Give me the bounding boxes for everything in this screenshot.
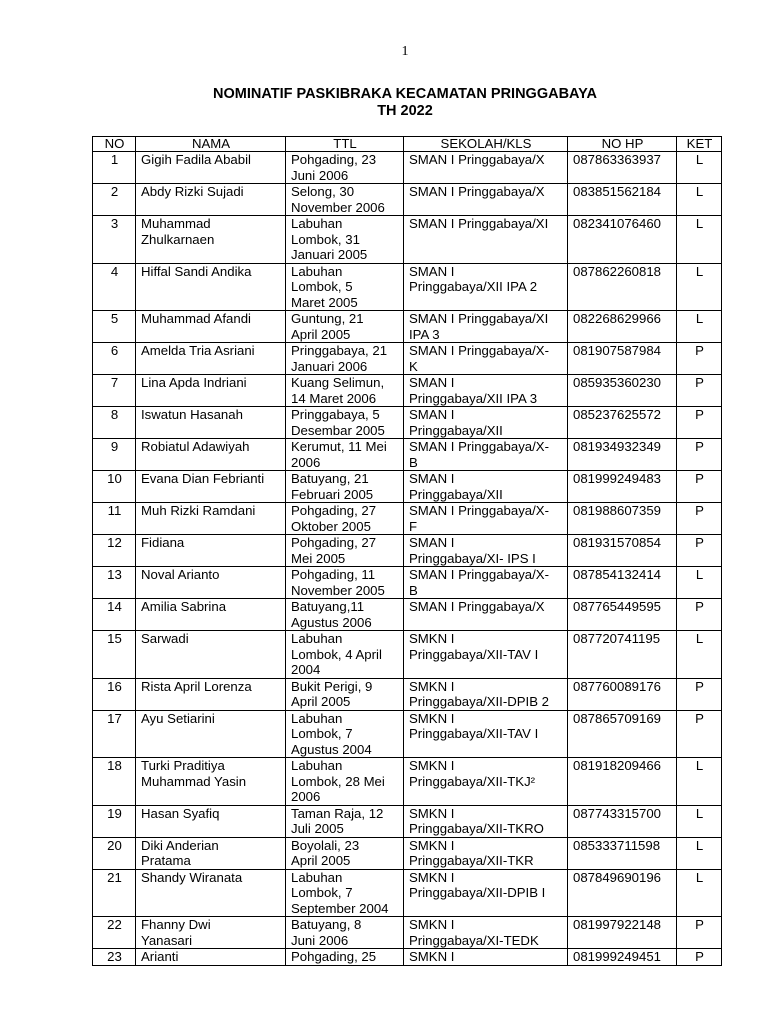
table-row bbox=[93, 471, 722, 503]
cell-ttl: Labuhan Lombok, 4 April 2004 bbox=[286, 631, 404, 679]
cell-nama: Muhammad Zhulkarnaen bbox=[136, 216, 286, 264]
cell-no: 19 bbox=[93, 805, 136, 837]
cell-hp: 087743315700 bbox=[568, 805, 677, 837]
header-nama: NAMA bbox=[136, 137, 286, 152]
cell-ttl: Batuyang,11 Agustus 2006 bbox=[286, 599, 404, 631]
cell-nama: Ayu Setiarini bbox=[136, 710, 286, 758]
cell-ttl: Guntung, 21 April 2005 bbox=[286, 311, 404, 343]
table-row bbox=[93, 869, 722, 917]
header-hp: NO HP bbox=[568, 137, 677, 152]
cell-ket: L bbox=[677, 311, 722, 343]
cell-hp: 087865709169 bbox=[568, 710, 677, 758]
cell-nama: Robiatul Adawiyah bbox=[136, 439, 286, 471]
cell-ttl: Taman Raja, 12 Juli 2005 bbox=[286, 805, 404, 837]
cell-hp: 081934932349 bbox=[568, 439, 677, 471]
cell-no: 9 bbox=[93, 439, 136, 471]
cell-nama: Amilia Sabrina bbox=[136, 599, 286, 631]
cell-hp: 087854132414 bbox=[568, 567, 677, 599]
table-row bbox=[93, 678, 722, 710]
cell-nama: Rista April Lorenza bbox=[136, 678, 286, 710]
cell-ttl: Labuhan Lombok, 7 September 2004 bbox=[286, 869, 404, 917]
table-row bbox=[93, 375, 722, 407]
cell-ttl: Labuhan Lombok, 31 Januari 2005 bbox=[286, 216, 404, 264]
cell-no: 6 bbox=[93, 343, 136, 375]
cell-ket: P bbox=[677, 471, 722, 503]
cell-nama: Muh Rizki Ramdani bbox=[136, 503, 286, 535]
cell-sekolah: SMAN I Pringgabaya/X bbox=[404, 184, 568, 216]
cell-nama: Diki Anderian Pratama bbox=[136, 837, 286, 869]
cell-nama: Lina Apda Indriani bbox=[136, 375, 286, 407]
cell-no: 15 bbox=[93, 631, 136, 679]
cell-nama: Turki Praditiya Muhammad Yasin bbox=[136, 758, 286, 806]
nominee-table bbox=[92, 136, 722, 966]
cell-no: 5 bbox=[93, 311, 136, 343]
table-row bbox=[93, 407, 722, 439]
cell-hp: 085237625572 bbox=[568, 407, 677, 439]
cell-ket: P bbox=[677, 375, 722, 407]
cell-ttl: Bukit Perigi, 9 April 2005 bbox=[286, 678, 404, 710]
table-row bbox=[93, 599, 722, 631]
cell-ket: L bbox=[677, 758, 722, 806]
cell-ket: P bbox=[677, 949, 722, 966]
cell-hp: 087862260818 bbox=[568, 263, 677, 311]
cell-ket: L bbox=[677, 152, 722, 184]
cell-hp: 087863363937 bbox=[568, 152, 677, 184]
cell-ttl: Boyolali, 23 April 2005 bbox=[286, 837, 404, 869]
cell-sekolah: SMKN I Pringgabaya/XII-DPIB I bbox=[404, 869, 568, 917]
cell-ket: P bbox=[677, 343, 722, 375]
cell-hp: 081988607359 bbox=[568, 503, 677, 535]
cell-ttl: Selong, 30 November 2006 bbox=[286, 184, 404, 216]
cell-ket: P bbox=[677, 678, 722, 710]
cell-sekolah: SMAN I Pringgabaya/XI bbox=[404, 216, 568, 264]
cell-nama: Evana Dian Febrianti bbox=[136, 471, 286, 503]
table-row bbox=[93, 805, 722, 837]
cell-ket: P bbox=[677, 917, 722, 949]
cell-no: 23 bbox=[93, 949, 136, 966]
cell-ket: P bbox=[677, 535, 722, 567]
cell-ttl: Batuyang, 8 Juni 2006 bbox=[286, 917, 404, 949]
cell-ket: L bbox=[677, 631, 722, 679]
table-row bbox=[93, 758, 722, 806]
cell-ket: L bbox=[677, 837, 722, 869]
cell-sekolah: SMKN I Pringgabaya/XII-TKJ² bbox=[404, 758, 568, 806]
cell-hp: 081997922148 bbox=[568, 917, 677, 949]
cell-nama: Shandy Wiranata bbox=[136, 869, 286, 917]
cell-ttl: Kuang Selimun, 14 Maret 2006 bbox=[286, 375, 404, 407]
cell-ttl: Pohgading, 23 Juni 2006 bbox=[286, 152, 404, 184]
cell-nama: Hiffal Sandi Andika bbox=[136, 263, 286, 311]
cell-sekolah: SMAN I Pringgabaya/XI- IPS I bbox=[404, 535, 568, 567]
cell-nama: Gigih Fadila Ababil bbox=[136, 152, 286, 184]
cell-sekolah: SMAN I Pringgabaya/XII bbox=[404, 407, 568, 439]
cell-hp: 085333711598 bbox=[568, 837, 677, 869]
cell-hp: 081907587984 bbox=[568, 343, 677, 375]
cell-ket: L bbox=[677, 869, 722, 917]
header-no: NO bbox=[93, 137, 136, 152]
cell-ttl: Pringgabaya, 5 Desembar 2005 bbox=[286, 407, 404, 439]
cell-ttl: Labuhan Lombok, 5 Maret 2005 bbox=[286, 263, 404, 311]
cell-hp: 087849690196 bbox=[568, 869, 677, 917]
cell-sekolah: SMKN I Pringgabaya/XII-DPIB 2 bbox=[404, 678, 568, 710]
cell-ttl: Labuhan Lombok, 28 Mei 2006 bbox=[286, 758, 404, 806]
cell-no: 22 bbox=[93, 917, 136, 949]
cell-hp: 082268629966 bbox=[568, 311, 677, 343]
table-row bbox=[93, 439, 722, 471]
cell-no: 21 bbox=[93, 869, 136, 917]
header-ttl: TTL bbox=[286, 137, 404, 152]
cell-hp: 082341076460 bbox=[568, 216, 677, 264]
cell-sekolah: SMAN I Pringgabaya/X- B bbox=[404, 439, 568, 471]
cell-nama: Arianti bbox=[136, 949, 286, 966]
cell-sekolah: SMAN I Pringgabaya/X- F bbox=[404, 503, 568, 535]
table-header-row bbox=[93, 137, 722, 152]
table-row bbox=[93, 535, 722, 567]
cell-hp: 087760089176 bbox=[568, 678, 677, 710]
table-row bbox=[93, 837, 722, 869]
cell-sekolah: SMKN I Pringgabaya/XII-TAV I bbox=[404, 710, 568, 758]
cell-hp: 081931570854 bbox=[568, 535, 677, 567]
cell-sekolah: SMAN I Pringgabaya/XII bbox=[404, 471, 568, 503]
table-body bbox=[93, 152, 722, 966]
cell-ket: P bbox=[677, 599, 722, 631]
cell-hp: 081999249451 bbox=[568, 949, 677, 966]
cell-ttl: Labuhan Lombok, 7 Agustus 2004 bbox=[286, 710, 404, 758]
cell-ttl: Pohgading, 27 Oktober 2005 bbox=[286, 503, 404, 535]
cell-no: 13 bbox=[93, 567, 136, 599]
cell-ttl: Pohgading, 27 Mei 2005 bbox=[286, 535, 404, 567]
table-row bbox=[93, 263, 722, 311]
document-title bbox=[0, 86, 768, 120]
cell-no: 4 bbox=[93, 263, 136, 311]
cell-no: 12 bbox=[93, 535, 136, 567]
cell-ket: P bbox=[677, 439, 722, 471]
table-row bbox=[93, 311, 722, 343]
table-row bbox=[93, 710, 722, 758]
cell-nama: Fhanny Dwi Yanasari bbox=[136, 917, 286, 949]
page-number: 1 bbox=[401, 44, 409, 59]
cell-nama: Sarwadi bbox=[136, 631, 286, 679]
cell-no: 1 bbox=[93, 152, 136, 184]
cell-ttl: Pohgading, 11 November 2005 bbox=[286, 567, 404, 599]
cell-hp: 083851562184 bbox=[568, 184, 677, 216]
cell-no: 2 bbox=[93, 184, 136, 216]
table-row bbox=[93, 184, 722, 216]
cell-nama: Fidiana bbox=[136, 535, 286, 567]
cell-hp: 085935360230 bbox=[568, 375, 677, 407]
table-row bbox=[93, 216, 722, 264]
cell-ttl: Kerumut, 11 Mei 2006 bbox=[286, 439, 404, 471]
cell-no: 7 bbox=[93, 375, 136, 407]
cell-hp: 087720741195 bbox=[568, 631, 677, 679]
cell-nama: Abdy Rizki Sujadi bbox=[136, 184, 286, 216]
cell-ket: P bbox=[677, 407, 722, 439]
table-row bbox=[93, 631, 722, 679]
cell-nama: Hasan Syafiq bbox=[136, 805, 286, 837]
cell-nama: Noval Arianto bbox=[136, 567, 286, 599]
cell-no: 8 bbox=[93, 407, 136, 439]
cell-nama: Iswatun Hasanah bbox=[136, 407, 286, 439]
cell-ttl: Batuyang, 21 Februari 2005 bbox=[286, 471, 404, 503]
cell-ttl: Pohgading, 25 bbox=[286, 949, 404, 966]
cell-ttl: Pringgabaya, 21 Januari 2006 bbox=[286, 343, 404, 375]
cell-ket: L bbox=[677, 567, 722, 599]
cell-ket: P bbox=[677, 503, 722, 535]
cell-sekolah: SMAN I Pringgabaya/X bbox=[404, 599, 568, 631]
cell-ket: P bbox=[677, 710, 722, 758]
title-line-1: NOMINATIF PASKIBRAKA KECAMATAN PRINGGABAYA bbox=[213, 86, 597, 102]
cell-sekolah: SMAN I Pringgabaya/X- B bbox=[404, 567, 568, 599]
cell-ket: L bbox=[677, 263, 722, 311]
cell-ket: L bbox=[677, 805, 722, 837]
cell-nama: Muhammad Afandi bbox=[136, 311, 286, 343]
table-row bbox=[93, 567, 722, 599]
cell-sekolah: SMKN I Pringgabaya/XII-TKR bbox=[404, 837, 568, 869]
cell-sekolah: SMKN I Pringgabaya/XI-TEDK bbox=[404, 917, 568, 949]
cell-no: 18 bbox=[93, 758, 136, 806]
cell-nama: Amelda Tria Asriani bbox=[136, 343, 286, 375]
table-row bbox=[93, 917, 722, 949]
cell-ket: L bbox=[677, 216, 722, 264]
header-sekolah: SEKOLAH/KLS bbox=[404, 137, 568, 152]
cell-no: 3 bbox=[93, 216, 136, 264]
cell-no: 14 bbox=[93, 599, 136, 631]
cell-no: 11 bbox=[93, 503, 136, 535]
cell-no: 20 bbox=[93, 837, 136, 869]
cell-hp: 087765449595 bbox=[568, 599, 677, 631]
title-line-2: TH 2022 bbox=[377, 103, 433, 119]
cell-sekolah: SMAN I Pringgabaya/XII IPA 3 bbox=[404, 375, 568, 407]
cell-hp: 081999249483 bbox=[568, 471, 677, 503]
cell-sekolah: SMAN I Pringgabaya/X bbox=[404, 152, 568, 184]
cell-sekolah: SMKN I Pringgabaya/XII-TAV I bbox=[404, 631, 568, 679]
cell-sekolah: SMAN I Pringgabaya/XI IPA 3 bbox=[404, 311, 568, 343]
cell-ket: L bbox=[677, 184, 722, 216]
cell-no: 16 bbox=[93, 678, 136, 710]
header-ket: KET bbox=[677, 137, 722, 152]
cell-hp: 081918209466 bbox=[568, 758, 677, 806]
cell-sekolah: SMAN I Pringgabaya/X- K bbox=[404, 343, 568, 375]
table-row bbox=[93, 503, 722, 535]
cell-sekolah: SMAN I Pringgabaya/XII IPA 2 bbox=[404, 263, 568, 311]
cell-no: 17 bbox=[93, 710, 136, 758]
table-row bbox=[93, 949, 722, 966]
table-row bbox=[93, 343, 722, 375]
cell-sekolah: SMKN I bbox=[404, 949, 568, 966]
table-row bbox=[93, 152, 722, 184]
cell-no: 10 bbox=[93, 471, 136, 503]
cell-sekolah: SMKN I Pringgabaya/XII-TKRO bbox=[404, 805, 568, 837]
